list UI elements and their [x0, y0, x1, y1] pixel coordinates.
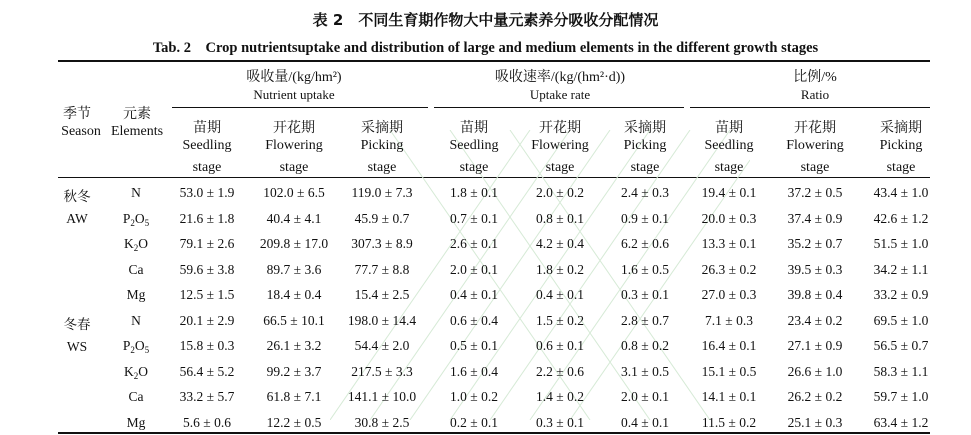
season-label-en: AW [66, 211, 88, 226]
stage-header-cn: 开花期 [273, 121, 315, 136]
stage-header-en: Picking [360, 138, 404, 153]
value-cell: 53.0 ± 1.9 [179, 185, 235, 200]
element-cell: $K_2O$ [124, 364, 148, 381]
value-cell: 1.6 ± 0.4 [450, 364, 498, 379]
group-header-cn: 比例/% [793, 70, 837, 85]
stage-header-cn: 苗期 [193, 121, 221, 136]
value-cell: 198.0 ± 14.4 [347, 313, 417, 328]
element-cell: Ca [128, 262, 144, 277]
table-caption-cn: 表 2 不同生育期作物大中量元素养分吸收分配情况 [312, 11, 659, 29]
value-cell: 20.0 ± 0.3 [701, 211, 757, 226]
value-cell: 37.4 ± 0.9 [787, 211, 843, 226]
stage-header-cn: 苗期 [715, 121, 743, 136]
value-cell: 51.5 ± 1.0 [873, 236, 929, 251]
season-label-cn: 冬春 [63, 317, 91, 332]
stage-header-en: stage [367, 160, 397, 175]
value-cell: 63.4 ± 1.2 [873, 415, 929, 430]
stage-header-cn: 采摘期 [624, 121, 666, 136]
stage-header-en: stage [192, 160, 222, 175]
value-cell: 33.2 ± 0.9 [873, 287, 929, 302]
value-cell: 1.6 ± 0.5 [621, 262, 669, 277]
group-underline [434, 107, 684, 108]
value-cell: 1.4 ± 0.2 [536, 389, 584, 404]
element-header-en: Elements [110, 124, 164, 139]
value-cell: 15.4 ± 2.5 [354, 287, 410, 302]
value-cell: 0.4 ± 0.1 [450, 287, 498, 302]
value-cell: 0.3 ± 0.1 [536, 415, 584, 430]
value-cell: 1.8 ± 0.2 [536, 262, 584, 277]
group-underline [690, 107, 930, 108]
value-cell: 56.5 ± 0.7 [873, 338, 929, 353]
group-header-cn: 吸收量/(kg/hm²) [246, 70, 342, 85]
stage-header-en: Flowering [531, 138, 589, 153]
value-cell: 209.8 ± 17.0 [259, 236, 329, 251]
value-cell: 1.8 ± 0.1 [450, 185, 498, 200]
table-caption-en: Tab. 2 Crop nutrientsuptake and distribution of large and medium elements in the different growth stages [152, 40, 819, 56]
value-cell: 26.1 ± 3.2 [266, 338, 322, 353]
value-cell: 39.5 ± 0.3 [787, 262, 843, 277]
group-underline [172, 107, 428, 108]
value-cell: 37.2 ± 0.5 [787, 185, 843, 200]
stage-header-cn: 采摘期 [880, 121, 922, 136]
value-cell: 79.1 ± 2.6 [179, 236, 235, 251]
value-cell: 45.9 ± 0.7 [354, 211, 410, 226]
value-cell: 16.4 ± 0.1 [701, 338, 757, 353]
value-cell: 0.8 ± 0.2 [621, 338, 669, 353]
value-cell: 15.8 ± 0.3 [179, 338, 235, 353]
value-cell: 77.7 ± 8.8 [354, 262, 410, 277]
value-cell: 20.1 ± 2.9 [179, 313, 235, 328]
element-header-cn: 元素 [123, 107, 151, 122]
element-cell: $P_2O_5$ [122, 211, 150, 228]
value-cell: 13.3 ± 0.1 [701, 236, 757, 251]
group-header-en: Nutrient uptake [253, 87, 335, 102]
value-cell: 2.2 ± 0.6 [536, 364, 584, 379]
value-cell: 40.4 ± 4.1 [266, 211, 322, 226]
top-rule [58, 60, 930, 62]
value-cell: 25.1 ± 0.3 [787, 415, 843, 430]
value-cell: 3.1 ± 0.5 [621, 364, 669, 379]
value-cell: 2.0 ± 0.1 [621, 389, 669, 404]
value-cell: 0.2 ± 0.1 [450, 415, 498, 430]
element-cell: Mg [126, 415, 146, 430]
element-cell: N [131, 313, 141, 328]
value-cell: 0.7 ± 0.1 [450, 211, 498, 226]
value-cell: 99.2 ± 3.7 [266, 364, 322, 379]
value-cell: 18.4 ± 0.4 [266, 287, 322, 302]
stage-header-en: stage [459, 160, 489, 175]
group-header-en: Ratio [800, 87, 830, 102]
stage-header-en: Flowering [786, 138, 844, 153]
value-cell: 19.4 ± 0.1 [701, 185, 757, 200]
element-cell: $K_2O$ [124, 236, 148, 253]
header-rule [58, 177, 930, 178]
stage-header-cn: 开花期 [794, 121, 836, 136]
value-cell: 39.8 ± 0.4 [787, 287, 843, 302]
value-cell: 0.3 ± 0.1 [621, 287, 669, 302]
value-cell: 26.3 ± 0.2 [701, 262, 757, 277]
value-cell: 12.2 ± 0.5 [266, 415, 322, 430]
value-cell: 0.6 ± 0.4 [450, 313, 498, 328]
value-cell: 27.1 ± 0.9 [787, 338, 843, 353]
value-cell: 0.5 ± 0.1 [450, 338, 498, 353]
value-cell: 30.8 ± 2.5 [354, 415, 410, 430]
value-cell: 27.0 ± 0.3 [701, 287, 757, 302]
value-cell: 2.8 ± 0.7 [621, 313, 669, 328]
stage-header-cn: 苗期 [460, 121, 488, 136]
value-cell: 2.0 ± 0.2 [536, 185, 584, 200]
value-cell: 0.6 ± 0.1 [536, 338, 584, 353]
value-cell: 1.0 ± 0.2 [450, 389, 498, 404]
value-cell: 11.5 ± 0.2 [701, 415, 757, 430]
value-cell: 26.6 ± 1.0 [787, 364, 843, 379]
value-cell: 6.2 ± 0.6 [621, 236, 669, 251]
stage-header-en: stage [630, 160, 660, 175]
stage-header-en: stage [279, 160, 309, 175]
value-cell: 2.4 ± 0.3 [621, 185, 669, 200]
value-cell: 54.4 ± 2.0 [354, 338, 410, 353]
value-cell: 12.5 ± 1.5 [179, 287, 235, 302]
value-cell: 59.7 ± 1.0 [873, 389, 929, 404]
season-label-en: WS [66, 339, 88, 354]
value-cell: 0.8 ± 0.1 [536, 211, 584, 226]
value-cell: 4.2 ± 0.4 [536, 236, 584, 251]
value-cell: 102.0 ± 6.5 [263, 185, 325, 200]
element-cell: $P_2O_5$ [122, 338, 150, 355]
stage-header-en: Flowering [265, 138, 323, 153]
element-cell: Ca [128, 389, 144, 404]
value-cell: 66.5 ± 10.1 [263, 313, 325, 328]
value-cell: 21.6 ± 1.8 [179, 211, 235, 226]
season-header-cn: 季节 [63, 107, 91, 122]
value-cell: 0.9 ± 0.1 [621, 211, 669, 226]
value-cell: 141.1 ± 10.0 [347, 389, 417, 404]
stage-header-en: stage [886, 160, 916, 175]
value-cell: 58.3 ± 1.1 [873, 364, 929, 379]
value-cell: 59.6 ± 3.8 [179, 262, 235, 277]
value-cell: 14.1 ± 0.1 [701, 389, 757, 404]
value-cell: 2.6 ± 0.1 [450, 236, 498, 251]
value-cell: 15.1 ± 0.5 [701, 364, 757, 379]
value-cell: 1.5 ± 0.2 [536, 313, 584, 328]
value-cell: 5.6 ± 0.6 [183, 415, 231, 430]
value-cell: 43.4 ± 1.0 [873, 185, 929, 200]
element-cell: Mg [126, 287, 146, 302]
stage-header-en: stage [545, 160, 575, 175]
group-header-cn: 吸收速率/(kg/(hm²·d)) [494, 70, 626, 85]
value-cell: 34.2 ± 1.1 [873, 262, 929, 277]
stage-header-en: stage [714, 160, 744, 175]
stage-header-en: Seedling [704, 138, 754, 153]
bottom-rule [58, 432, 930, 434]
season-header-en: Season [61, 124, 101, 139]
value-cell: 89.7 ± 3.6 [266, 262, 322, 277]
stage-header-en: Seedling [182, 138, 232, 153]
value-cell: 2.0 ± 0.1 [450, 262, 498, 277]
stage-header-cn: 开花期 [539, 121, 581, 136]
value-cell: 56.4 ± 5.2 [179, 364, 235, 379]
value-cell: 7.1 ± 0.3 [705, 313, 753, 328]
value-cell: 0.4 ± 0.1 [536, 287, 584, 302]
value-cell: 61.8 ± 7.1 [266, 389, 322, 404]
value-cell: 0.4 ± 0.1 [621, 415, 669, 430]
value-cell: 307.3 ± 8.9 [351, 236, 413, 251]
value-cell: 119.0 ± 7.3 [351, 185, 413, 200]
stage-header-en: stage [800, 160, 830, 175]
value-cell: 26.2 ± 0.2 [787, 389, 843, 404]
value-cell: 23.4 ± 0.2 [787, 313, 843, 328]
value-cell: 35.2 ± 0.7 [787, 236, 843, 251]
value-cell: 42.6 ± 1.2 [873, 211, 929, 226]
stage-header-en: Seedling [449, 138, 499, 153]
group-header-en: Uptake rate [529, 87, 591, 102]
value-cell: 33.2 ± 5.7 [179, 389, 235, 404]
stage-header-en: Picking [623, 138, 667, 153]
season-label-cn: 秋冬 [63, 189, 91, 204]
stage-header-cn: 采摘期 [361, 121, 403, 136]
element-cell: N [131, 185, 141, 200]
stage-header-en: Picking [879, 138, 923, 153]
value-cell: 217.5 ± 3.3 [351, 364, 413, 379]
value-cell: 69.5 ± 1.0 [873, 313, 929, 328]
